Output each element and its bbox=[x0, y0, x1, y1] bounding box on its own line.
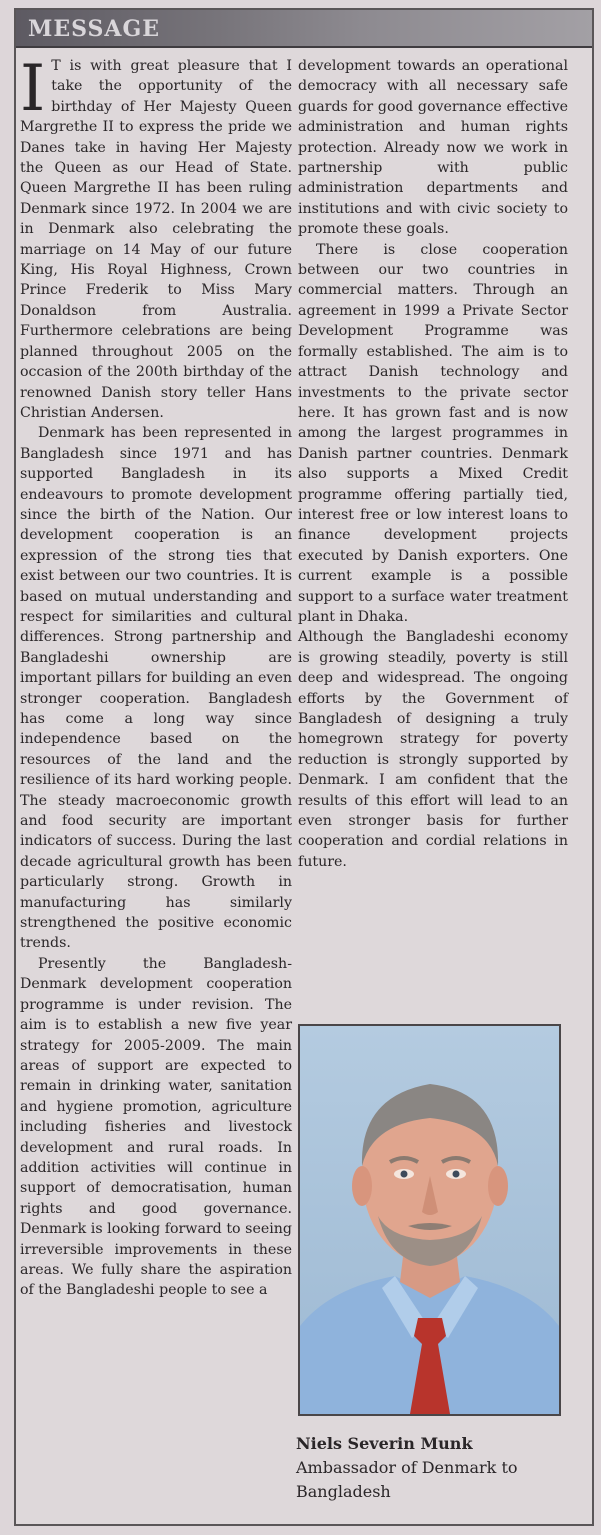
article-paragraph: Denmark has been represented in Bangladesh since 1971 and has supported Bangladesh in its endeavours to promote development since the birth of the Nation. Our development cooperation is an expression of the strong ties that exist between our two countries. It is based on mutual understanding and respect for similarities and cultural differences. Strong partnership and Bangladeshi ownership are important pillars for building an even stronger cooperation. Bangladesh has come a long way since independence based on the resources of the land and the resilience of its hard working people. The steady macroeconomic growth and food security are important indicators of success. During the last decade agricultural growth has been particularly strong. Growth in manufacturing has similarly strengthened the positive economic trends. bbox=[20, 425, 292, 952]
portrait-photo bbox=[298, 1024, 561, 1416]
article-column-left bbox=[20, 52, 292, 1301]
drop-cap: I bbox=[20, 52, 46, 126]
article-column-right bbox=[298, 56, 568, 872]
portrait-image bbox=[300, 1026, 559, 1414]
article-paragraph: development towards an operational democracy with all necessary safe guards for good governance effective administration and human rights protection. Already now we work in partnership with public administration departments and institutions and with civic society to promote these goals. bbox=[298, 58, 568, 238]
signature-name: Niels Severin Munk bbox=[296, 1434, 473, 1453]
signature-title: Ambassador of Denmark to Bangladesh bbox=[296, 1458, 518, 1501]
article-paragraph: Presently the Bangladesh-Denmark development cooperation programme is under revision. The aim is to establish a new five year strategy for 2005-2009. The main areas of support are expected to remain in drinking water, sanitation and hygiene promotion, agriculture including fisheries and livestock development and rural roads. In addition activities will continue in support of democratisation, human rights and good governance. Denmark is looking forward to seeing irreversible improvements in these areas. We fully share the aspiration of the Bangladeshi people to see a bbox=[20, 955, 292, 1299]
article-paragraph: I T is with great pleasure that I take the opportunity of the birthday of Her Majesty Queen Margrethe II to express the pride we Danes take in having Her Majesty the Queen as our Head of State. Queen Margrethe II has been ruling Denmark since 1972. In 2004 we are in Denmark also celebrating the marriage on 14 May of our future King, His Royal Highness, Crown Prince Frederik to Miss Mary Donaldson from Australia. Furthermore celebrations are being planned throughout 2005 on the occasion of the 200th birthday of the renowned Danish story teller Hans Christian Andersen. bbox=[20, 52, 292, 421]
header-band bbox=[16, 10, 592, 48]
article-paragraph: Although the Bangladeshi economy is growing steadily, poverty is still deep and widespread. The ongoing efforts by the Government of Bangladesh of designing a truly homegrown strategy for poverty reduction is strongly supported by Denmark. I am confident that the results of this effort will lead to an even stronger basis for further cooperation and cordial relations in future. bbox=[298, 629, 568, 870]
section-title: MESSAGE bbox=[28, 16, 161, 42]
signature-block bbox=[296, 1432, 576, 1504]
article-paragraph: There is close cooperation between our two countries in commercial matters. Through an agreement in 1999 a Private Sector Development Programme was formally established. The aim is to attract Danish technology and investments to the private sector here. It has grown fast and is now among the largest programmes in Danish partner countries. Denmark also supports a Mixed Credit programme offering partially tied, interest free or low interest loans to finance development projects executed by Danish exporters. One current example is a possible support to a surface water treatment plant in Dhaka. bbox=[298, 241, 568, 625]
